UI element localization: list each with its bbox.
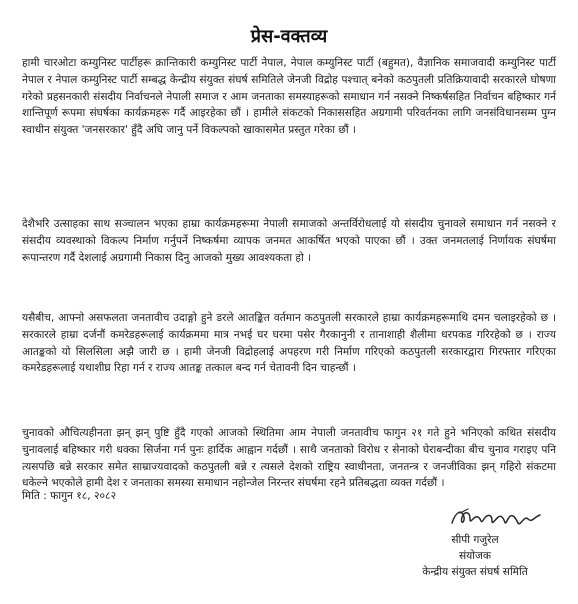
paragraph-3: यसैबीच, आफ्नो असफलता जनतावीच उदाङ्गो हुने डरले आतङ्कित वर्तमान कठपुतली सरकारले हाम्रा कार्यक्रमहरूमाथि दमन चलाइरहेको छ । सरकारले हाम्रा दर्जनौं कमरेडहरूलाई कार्यक्रममा मात्र नभई घर घरमा पसेर गैरकानुनी र तानाशाही शैलीमा धरपकड गरिरहेको छ । राज्य आतङ्कको यो सिलसिला अझै जारी छ । हामी जेनजी विद्रोहलाई अपहरण गरी निर्माण गरिएको कठपुतली सरकारद्वारा गिरफ्तार गरिएका कमरेडहरूलाई यथाशीघ्र रिहा गर्न र राज्य आतङ्क तत्काल बन्द गर्न चेतावनी दिन चाहन्छौं । (22, 312, 556, 375)
signatory-role: संयोजक (458, 550, 492, 562)
handwritten-signature (448, 505, 544, 531)
date-line: मिति : फागुन १८, २०८२ (22, 490, 117, 502)
paragraph-1: हामी चारओटा कम्युनिस्ट पार्टीहरू क्रान्तिकारी कम्युनिस्ट पार्टी नेपाल, नेपाल कम्युनिस्ट पार्टी (बहुमत), वैज्ञानिक समाजवादी कम्युनिस्ट पार्टी नेपाल र नेपाल कम्युनिस्ट पार्टी सम्बद्ध केन्द्रीय संयुक्त संघर्ष समितिले जेनजी विद्रोह पश्चात् बनेको कठपुतली प्रतिक्रियावादी सरकारले घोषणा गरेको प्रहसनकारी संसदीय निर्वाचनले नेपाली समाज र आम जनताका समस्याहरूको समाधान गर्न नसक्ने निष्कर्षसहित निर्वाचन बहिष्कार गर्न शान्तिपूर्ण रूपमा संघर्षका कार्यक्रमहरू गर्दै आइरहेका छौं । हामीले संकटको निकाससहित अग्रगामी परिवर्तनका लागि जनसंविधानसम्म पुग्न स्वाधीन संयुक्त 'जनसरकार' हुँदै अघि जानु पर्ने विकल्पको खाकासमेत प्रस्तुत गरेका छौं । (22, 57, 556, 137)
paragraph-2: देशैभरि उत्साहका साथ सञ्चालन भएका हाम्रा कार्यक्रमहरूमा नेपाली समाजको अन्तर्विरोधलाई यो संसदीय चुनावले समाधान गर्न नसक्ने र संसदीय व्यवस्थाको विकल्प निर्माण गर्नुपर्ने निष्कर्षमा व्यापक जनमत आकर्षित भएको पाएका छौं । उक्त जनमतलाई निर्णायक संघर्षमा रूपान्तरण गर्दै देशलाई अग्रगामी निकास दिनु आजको मुख्य आवश्यकता हो । (22, 218, 556, 264)
signatory-name: सीपी गजुरेल (451, 534, 499, 546)
paragraph-4: चुनावको औचित्यहीनता झन् झन् पुष्टि हुँदै गएको आजको स्थितिमा आम नेपाली जनतावीच फागुन २१ गते हुने भनिएको कथित संसदीय चुनावलाई बहिष्कार गरी धक्का सिर्जना गर्न पुनः हार्दिक आह्वान गर्दछौं । साथै जनताको विरोध र सेनाको घेराबन्दीका बीच चुनाव गराइए पनि त्यसपछि बन्ने सरकार समेत साम्राज्यवादको कठपुतली बन्ने र त्यसले देशको राष्ट्रिय स्वाधीनता, जनतन्त्र र जनजीविका झन् गहिरो संकटमा धकेल्ने भएकोले हामी देश र जनताका समस्या समाधान नहोन्जेल निरन्तर संघर्षमा रहने प्रतिबद्धता व्यक्त गर्दछौं । (22, 427, 556, 490)
signatory-block (400, 532, 550, 580)
document-title: प्रेस-वक्तव्य (250, 26, 328, 47)
signatory-organization: केन्द्रीय संयुक्त संघर्ष समिति (422, 566, 528, 578)
